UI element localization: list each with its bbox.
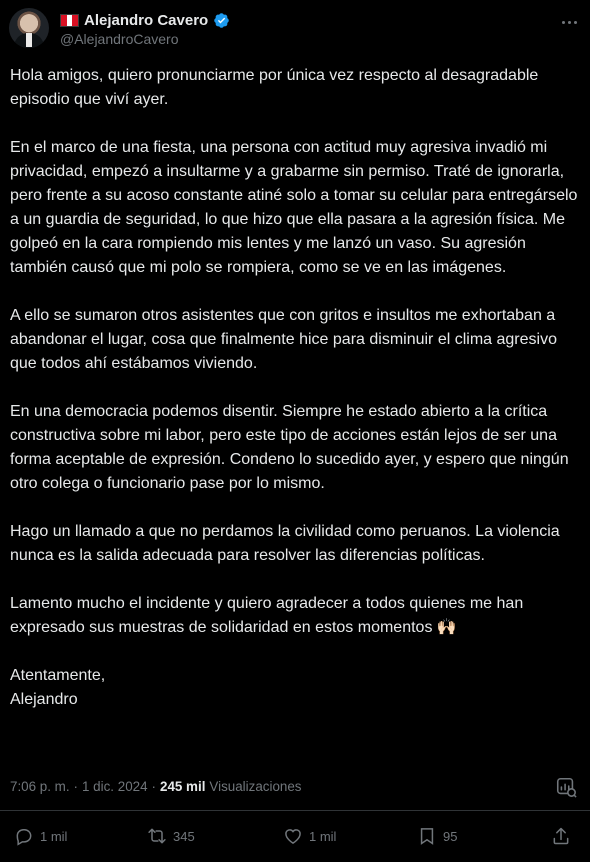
repost-button[interactable]	[147, 822, 195, 850]
meta-separator: ·	[151, 778, 156, 794]
paragraph: En el marco de una fiesta, una persona con actitud muy agresiva invadió mi privacidad, empezó a insultarme y a grabarme sin permiso. Traté de ignorarla, pero frente a su acoso constante atiné solo a tomar su celular para entregárselo a un guardia de seguridad, lo que hizo que ella pasara a la agresión física. Me golpeó en la cara rompiendo mis lentes y me lanzó un vaso. Su agresión también causó que mi polo se rompiera, como se ve en las imágenes.	[10, 139, 578, 276]
bookmark-button[interactable]	[417, 822, 457, 850]
paragraph: Lamento mucho el incidente y quiero agradecer a todos quienes me han expresado sus muestras de solidaridad en estos momentos 🙌🏻	[10, 595, 524, 636]
avatar[interactable]	[9, 8, 49, 48]
reply-count: 1 mil	[40, 828, 68, 844]
tweet-meta	[10, 776, 301, 796]
views-label: Visualizaciones	[209, 778, 302, 794]
share-icon	[551, 826, 571, 846]
like-count: 1 mil	[309, 828, 337, 844]
tweet-header	[0, 0, 590, 62]
share-button[interactable]	[551, 822, 571, 850]
verified-badge-icon	[213, 12, 230, 29]
like-button[interactable]	[283, 822, 336, 850]
author-name[interactable]: Alejandro Cavero	[84, 11, 209, 29]
signature: Alejandro	[10, 691, 78, 708]
divider	[0, 810, 590, 811]
repost-icon	[147, 826, 167, 846]
meta-separator: ·	[73, 778, 79, 794]
action-bar	[0, 822, 590, 850]
analytics-icon[interactable]	[555, 776, 577, 798]
closing: Atentamente,	[10, 667, 106, 684]
author-name-row	[60, 10, 230, 30]
reply-icon	[14, 826, 34, 846]
tweet-time[interactable]: 7:06 p. m.	[10, 778, 70, 794]
views-count: 245 mil	[160, 778, 206, 794]
repost-count: 345	[173, 828, 195, 844]
peru-flag-icon	[60, 14, 79, 27]
paragraph: Hola amigos, quiero pronunciarme por única vez respecto al desagradable episodio que viví ayer.	[10, 67, 539, 108]
more-options-icon[interactable]	[555, 12, 583, 32]
tweet-date[interactable]: 1 dic. 2024	[82, 778, 148, 794]
author-handle[interactable]: @AlejandroCavero	[60, 31, 179, 47]
paragraph: Hago un llamado a que no perdamos la civilidad como peruanos. La violencia nunca es la salida adecuada para resolver las diferencias políticas.	[10, 523, 560, 564]
bookmark-count: 95	[443, 828, 458, 844]
paragraph: En una democracia podemos disentir. Siempre he estado abierto a la crítica constructiva sobre mi labor, pero este tipo de acciones están lejos de ser una forma aceptable de expresión. Condeno lo sucedido ayer, y espero que ningún otro colega o funcionario pase por lo mismo.	[10, 403, 569, 492]
paragraph: A ello se sumaron otros asistentes que con gritos e insultos me exhortaban a abandonar el lugar, cosa que finalmente hice para disminuir el clima agresivo que todos ahí estábamos viviendo.	[10, 307, 557, 372]
closing-block	[10, 664, 580, 712]
bookmark-icon	[417, 826, 437, 846]
tweet-text	[10, 64, 580, 712]
heart-icon	[283, 826, 303, 846]
reply-button[interactable]	[14, 822, 67, 850]
